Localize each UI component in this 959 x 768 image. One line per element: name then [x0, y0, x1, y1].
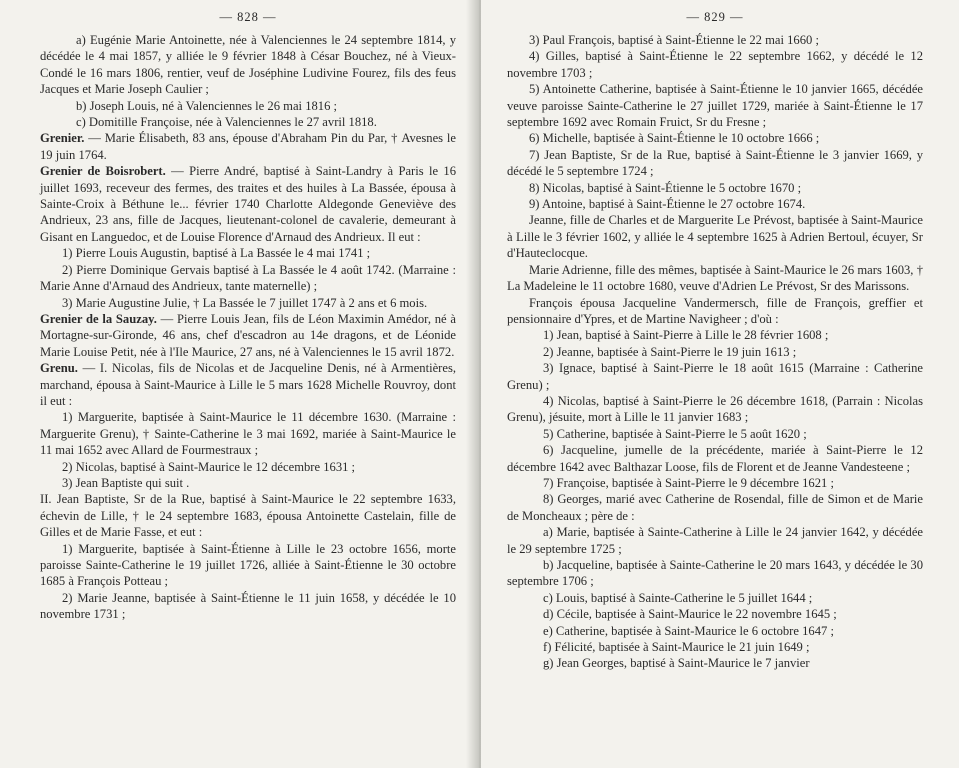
paragraph-text: Marie Adrienne, fille des mêmes, baptisée à Saint-Maurice le 26 mars 1603, † La Madeleine le 11 octobre 1680, veuve d'Adrien Le Prévost, Sr des Marissons. — [507, 262, 923, 294]
right-paragraph — [507, 180, 923, 196]
right-paragraph — [507, 655, 923, 671]
right-paragraph — [507, 196, 923, 212]
entry-surname: Grenier de Boisrobert. — [40, 164, 166, 179]
page-number-left: — 828 — — [219, 10, 277, 24]
paragraph-text: 8) Nicolas, baptisé à Saint-Étienne le 5 octobre 1670 ; — [529, 180, 802, 195]
paragraph-text: — Pierre Louis Jean, fils de Léon Maximin Amédor, né à Mortagne-sur-Gironde, 46 ans, chef d'escadron au 14e dragons, et de Léonide Marie Louise Petit, née à l'Ile Maurice, 27 ans, né à Valenciennes le 15 avril 1872. — [40, 311, 457, 359]
right-paragraph — [507, 262, 923, 295]
paragraph-text: 5) Catherine, baptisée à Saint-Pierre le 5 août 1620 ; — [543, 426, 807, 441]
paragraph-text: e) Catherine, baptisée à Saint-Maurice le 6 octobre 1647 ; — [543, 623, 834, 638]
paragraph-text: 1) Jean, baptisé à Saint-Pierre à Lille le 28 février 1608 ; — [543, 328, 829, 343]
paragraph-text: b) Joseph Louis, né à Valenciennes le 26 mai 1816 ; — [76, 98, 338, 113]
entry-surname: Grenier. — [40, 131, 85, 146]
right-paragraph — [507, 344, 923, 360]
left-paragraph — [40, 245, 456, 261]
paragraph-text: c) Louis, baptisé à Sainte-Catherine le 5 juillet 1644 ; — [543, 590, 813, 605]
left-paragraph — [40, 409, 456, 458]
paragraph-text: 2) Pierre Dominique Gervais baptisé à La Bassée le 4 août 1742. (Marraine : Marie Anne d'Arnaud des Andrieux, tante maternelle) ; — [40, 262, 456, 294]
right-paragraph — [507, 48, 923, 81]
paragraph-text: — Marie Élisabeth, 83 ans, épouse d'Abraham Pin du Par, † Avesnes le 19 juin 1764. — [40, 131, 456, 162]
left-paragraph — [40, 130, 456, 163]
right-paragraph — [507, 147, 923, 180]
right-paragraph — [507, 295, 923, 328]
paragraph-text: a) Eugénie Marie Antoinette, née à Valenciennes le 24 septembre 1814, y décédée le 4 mai 1857, y alliée le 9 février 1848 à César Bouchez, né à Vieux-Condé le 16 mars 1806, rentier, veuf de Joséphine Ludivine Fourez, fils des feus Jacques et Marie Joseph Caulier ; — [40, 33, 456, 97]
right-paragraph — [507, 212, 923, 261]
right-paragraph — [507, 360, 923, 393]
right-paragraph — [507, 475, 923, 491]
right-paragraph — [507, 606, 923, 622]
right-paragraph — [507, 524, 923, 557]
paragraph-text: 1) Marguerite, baptisée à Saint-Maurice le 11 décembre 1630. (Marraine : Marguerite Grenu), † Sainte-Catherine le 3 mai 1692, mariée à Saint-Maurice le 11 mai 1652 avec Allard de Fourmestraux ; — [40, 410, 456, 458]
paragraph-text: g) Jean Georges, baptisé à Saint-Maurice le 7 janvier — [543, 656, 810, 671]
left-paragraph — [40, 32, 456, 98]
paragraph-text: b) Jacqueline, baptisée à Sainte-Catherine le 20 mars 1643, y décédée le 30 septembre 1706 ; — [507, 558, 923, 589]
entry-surname: Grenier de la Sauzay. — [40, 311, 157, 326]
entry-surname: Grenu. — [40, 361, 78, 376]
paragraph-text: 3) Ignace, baptisé à Saint-Pierre le 18 août 1615 (Marraine : Catherine Grenu) ; — [507, 361, 923, 392]
right-paragraph — [507, 639, 923, 655]
left-page — [0, 0, 478, 768]
right-paragraph — [507, 623, 923, 639]
paragraph-text: 4) Gilles, baptisé à Saint-Étienne le 22 septembre 1662, y décédé le 12 novembre 1703 ; — [507, 49, 923, 80]
left-paragraph — [40, 262, 456, 295]
paragraph-text: 6) Michelle, baptisée à Saint-Étienne le 10 octobre 1666 ; — [529, 131, 820, 146]
paragraph-text: 7) Jean Baptiste, Sr de la Rue, baptisé à Saint-Étienne le 3 janvier 1669, y décédé le 5 septembre 1724 ; — [507, 147, 923, 179]
paragraph-text: — I. Nicolas, fils de Nicolas et de Jacqueline Denis, né à Armentières, marchand, épousa à Saint-Maurice à Lille le 5 mars 1628 Michelle Rouvroy, dont il eut : — [40, 361, 456, 408]
right-page — [481, 0, 959, 768]
paragraph-text: 2) Nicolas, baptisé à Saint-Maurice le 12 décembre 1631 ; — [62, 459, 356, 474]
paragraph-text: Jeanne, fille de Charles et de Marguerite Le Prévost, baptisée à Saint-Maurice à Lille le 3 février 1602, y alliée le 4 septembre 1625 à Adrien Bertoul, écuyer, Sr d'Hauteclocque. — [507, 213, 923, 261]
paragraph-text: 9) Antoine, baptisé à Saint-Étienne le 27 octobre 1674. — [529, 197, 806, 212]
left-paragraph — [40, 541, 456, 590]
paragraph-text: 3) Jean Baptiste qui suit . — [62, 475, 190, 490]
paragraph-text: 4) Nicolas, baptisé à Saint-Pierre le 26 décembre 1618, (Parrain : Nicolas Grenu), jésuite, mort à Lille le 11 janvier 1683 ; — [507, 393, 923, 425]
paragraph-text: 1) Marguerite, baptisée à Saint-Étienne à Lille le 23 octobre 1656, morte paroisse Sainte-Catherine le 19 juillet 1726, alliée à Saint-Étienne le 30 octobre 1685 à François Potteau ; — [40, 541, 456, 589]
paragraph-text: 2) Jeanne, baptisée à Saint-Pierre le 19 juin 1613 ; — [543, 344, 797, 359]
left-paragraph — [40, 360, 456, 409]
paragraph-text: 8) Georges, marié avec Catherine de Rosendal, fille de Simon et de Marie de Moncheaux ; père de : — [507, 492, 923, 523]
right-paragraph — [507, 130, 923, 146]
paragraph-text: 5) Antoinette Catherine, baptisée à Saint-Étienne le 10 janvier 1665, décédée veuve paroisse Sainte-Catherine le 27 juillet 1729, mariée à Saint-Étienne le 17 septembre 1692 avec Romain Fruict, Sr du Fresne ; — [507, 82, 923, 130]
paragraph-text: François épousa Jacqueline Vandermersch, fille de François, greffier et pensionnaire d'Ypres, et de Martine Navigheer ; d'où : — [507, 295, 923, 326]
page-number-right: — 829 — — [686, 10, 744, 24]
paragraph-text: a) Marie, baptisée à Sainte-Catherine à Lille le 24 janvier 1642, y décédée le 29 septembre 1725 ; — [507, 525, 923, 556]
left-paragraph — [40, 475, 456, 491]
paragraph-text: 7) Françoise, baptisée à Saint-Pierre le 9 décembre 1621 ; — [543, 475, 834, 490]
right-paragraph — [507, 327, 923, 343]
paragraph-text: 3) Paul François, baptisé à Saint-Étienne le 22 mai 1660 ; — [529, 33, 819, 47]
paragraph-text: 1) Pierre Louis Augustin, baptisé à La Bassée le 4 mai 1741 ; — [62, 246, 371, 261]
paragraph-text: — Pierre André, baptisé à Saint-Landry à Paris le 16 juillet 1693, receveur des fermes, des traites et des huiles à La Bassée, épousa à Sainte-Croix à Béthune le... février 1740 Charlotte Aldegonde Geneviève des Andrieux, 23 ans, fille de Jacques, lieutenant-colonel de cavalerie, demeurant à Gisant en Languedoc, et de Louise Florence d'Arnaud des Andrieux. Il eut : — [40, 164, 457, 244]
paragraph-text: f) Félicité, baptisée à Saint-Maurice le 21 juin 1649 ; — [543, 640, 810, 655]
paragraph-text: 6) Jacqueline, jumelle de la précédente, mariée à Saint-Pierre le 12 décembre 1642 avec Balthazar Loose, fils de Florent et de Jeanne Vandesteene ; — [507, 443, 923, 474]
right-paragraph — [507, 491, 923, 524]
right-paragraph — [507, 32, 923, 48]
left-paragraph — [40, 491, 456, 540]
paragraph-text: 2) Marie Jeanne, baptisée à Saint-Étienne le 11 juin 1658, y décédée le 10 novembre 1731 ; — [40, 590, 456, 622]
right-paragraph — [507, 442, 923, 475]
right-paragraph — [507, 393, 923, 426]
right-paragraph — [507, 81, 923, 130]
right-paragraph — [507, 426, 923, 442]
paragraph-text: II. Jean Baptiste, Sr de la Rue, baptisé à Saint-Maurice le 22 septembre 1633, échevin de Lille, † le 24 septembre 1683, épousa Antoinette Castelain, fille de Gilles et de Marie Fasse, et eut : — [40, 492, 456, 540]
right-paragraph — [507, 557, 923, 590]
paragraph-text: 3) Marie Augustine Julie, † La Bassée le 7 juillet 1747 à 2 ans et 6 mois. — [62, 295, 428, 310]
left-paragraph — [40, 114, 456, 130]
paragraph-text: d) Cécile, baptisée à Saint-Maurice le 22 novembre 1645 ; — [543, 607, 837, 622]
paragraph-text: c) Domitille Françoise, née à Valenciennes le 27 avril 1818. — [76, 115, 377, 130]
left-paragraph — [40, 295, 456, 311]
left-paragraph — [40, 459, 456, 475]
left-paragraph — [40, 98, 456, 114]
left-page-text — [40, 32, 456, 623]
left-paragraph — [40, 163, 456, 245]
right-paragraph — [507, 590, 923, 606]
right-page-text — [507, 32, 923, 672]
left-paragraph — [40, 590, 456, 623]
left-paragraph — [40, 311, 456, 360]
